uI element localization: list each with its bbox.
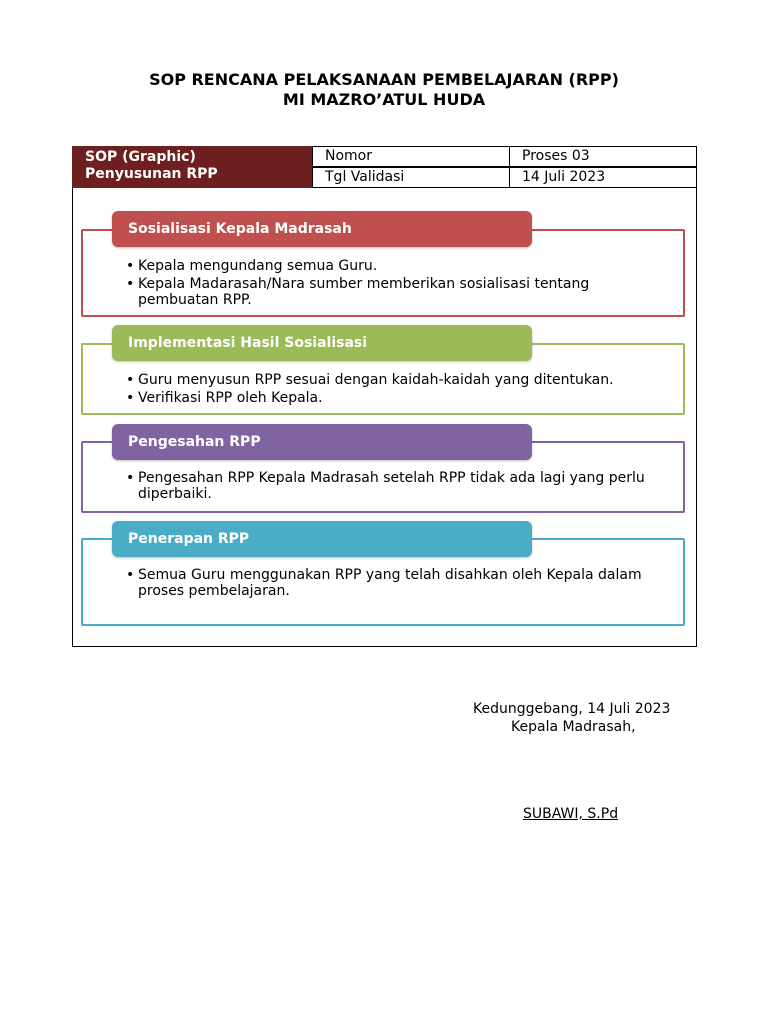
list-item: • Kepala Madarasah/Nara sumber memberikan sosialisasi tentang pembuatan RPP. <box>126 276 590 308</box>
bullet-icon: • <box>126 276 135 292</box>
signature-place-date: Kedunggebang, 14 Juli 2023 <box>473 701 671 717</box>
school-name: MI MAZRO’ATUL HUDA <box>282 90 486 109</box>
list-item: • Kepala mengundang semua Guru. <box>126 258 378 274</box>
document-title: SOP RENCANA PELAKSANAAN PEMBELAJARAN (RPP) <box>149 70 619 89</box>
signature-position: Kepala Madrasah, <box>511 719 636 735</box>
bullet-icon: • <box>126 470 135 486</box>
bullet-icon: • <box>126 372 135 388</box>
list-item: • Semua Guru menggunakan RPP yang telah disahkan oleh Kepala dalam proses pembelajaran. <box>126 567 642 599</box>
tgl-validasi-value: 14 Juli 2023 <box>509 167 697 188</box>
step-title-penerapan: Penerapan RPP <box>112 521 532 557</box>
list-item: • Pengesahan RPP Kepala Madrasah setelah RPP tidak ada lagi yang perlu diperbaiki. <box>126 470 645 502</box>
list-item: • Guru menyusun RPP sesuai dengan kaidah-kaidah yang ditentukan. <box>126 372 614 388</box>
nomor-label: Nomor <box>312 146 510 167</box>
step-title-sosialisasi: Sosialisasi Kepala Madrasah <box>112 211 532 247</box>
list-item: • Verifikasi RPP oleh Kepala. <box>126 390 323 406</box>
tgl-validasi-label: Tgl Validasi <box>312 167 510 188</box>
bullet-icon: • <box>126 390 135 406</box>
sop-type: SOP (Graphic) <box>85 149 196 165</box>
step-title-pengesahan: Pengesahan RPP <box>112 424 532 460</box>
sop-header-label <box>72 146 312 188</box>
sop-name: Penyusunan RPP <box>85 166 218 182</box>
bullet-icon: • <box>126 567 135 583</box>
step-title-implementasi: Implementasi Hasil Sosialisasi <box>112 325 532 361</box>
bullet-icon: • <box>126 258 135 274</box>
nomor-value: Proses 03 <box>509 146 697 167</box>
signature-name: SUBAWI, S.Pd <box>523 806 619 822</box>
